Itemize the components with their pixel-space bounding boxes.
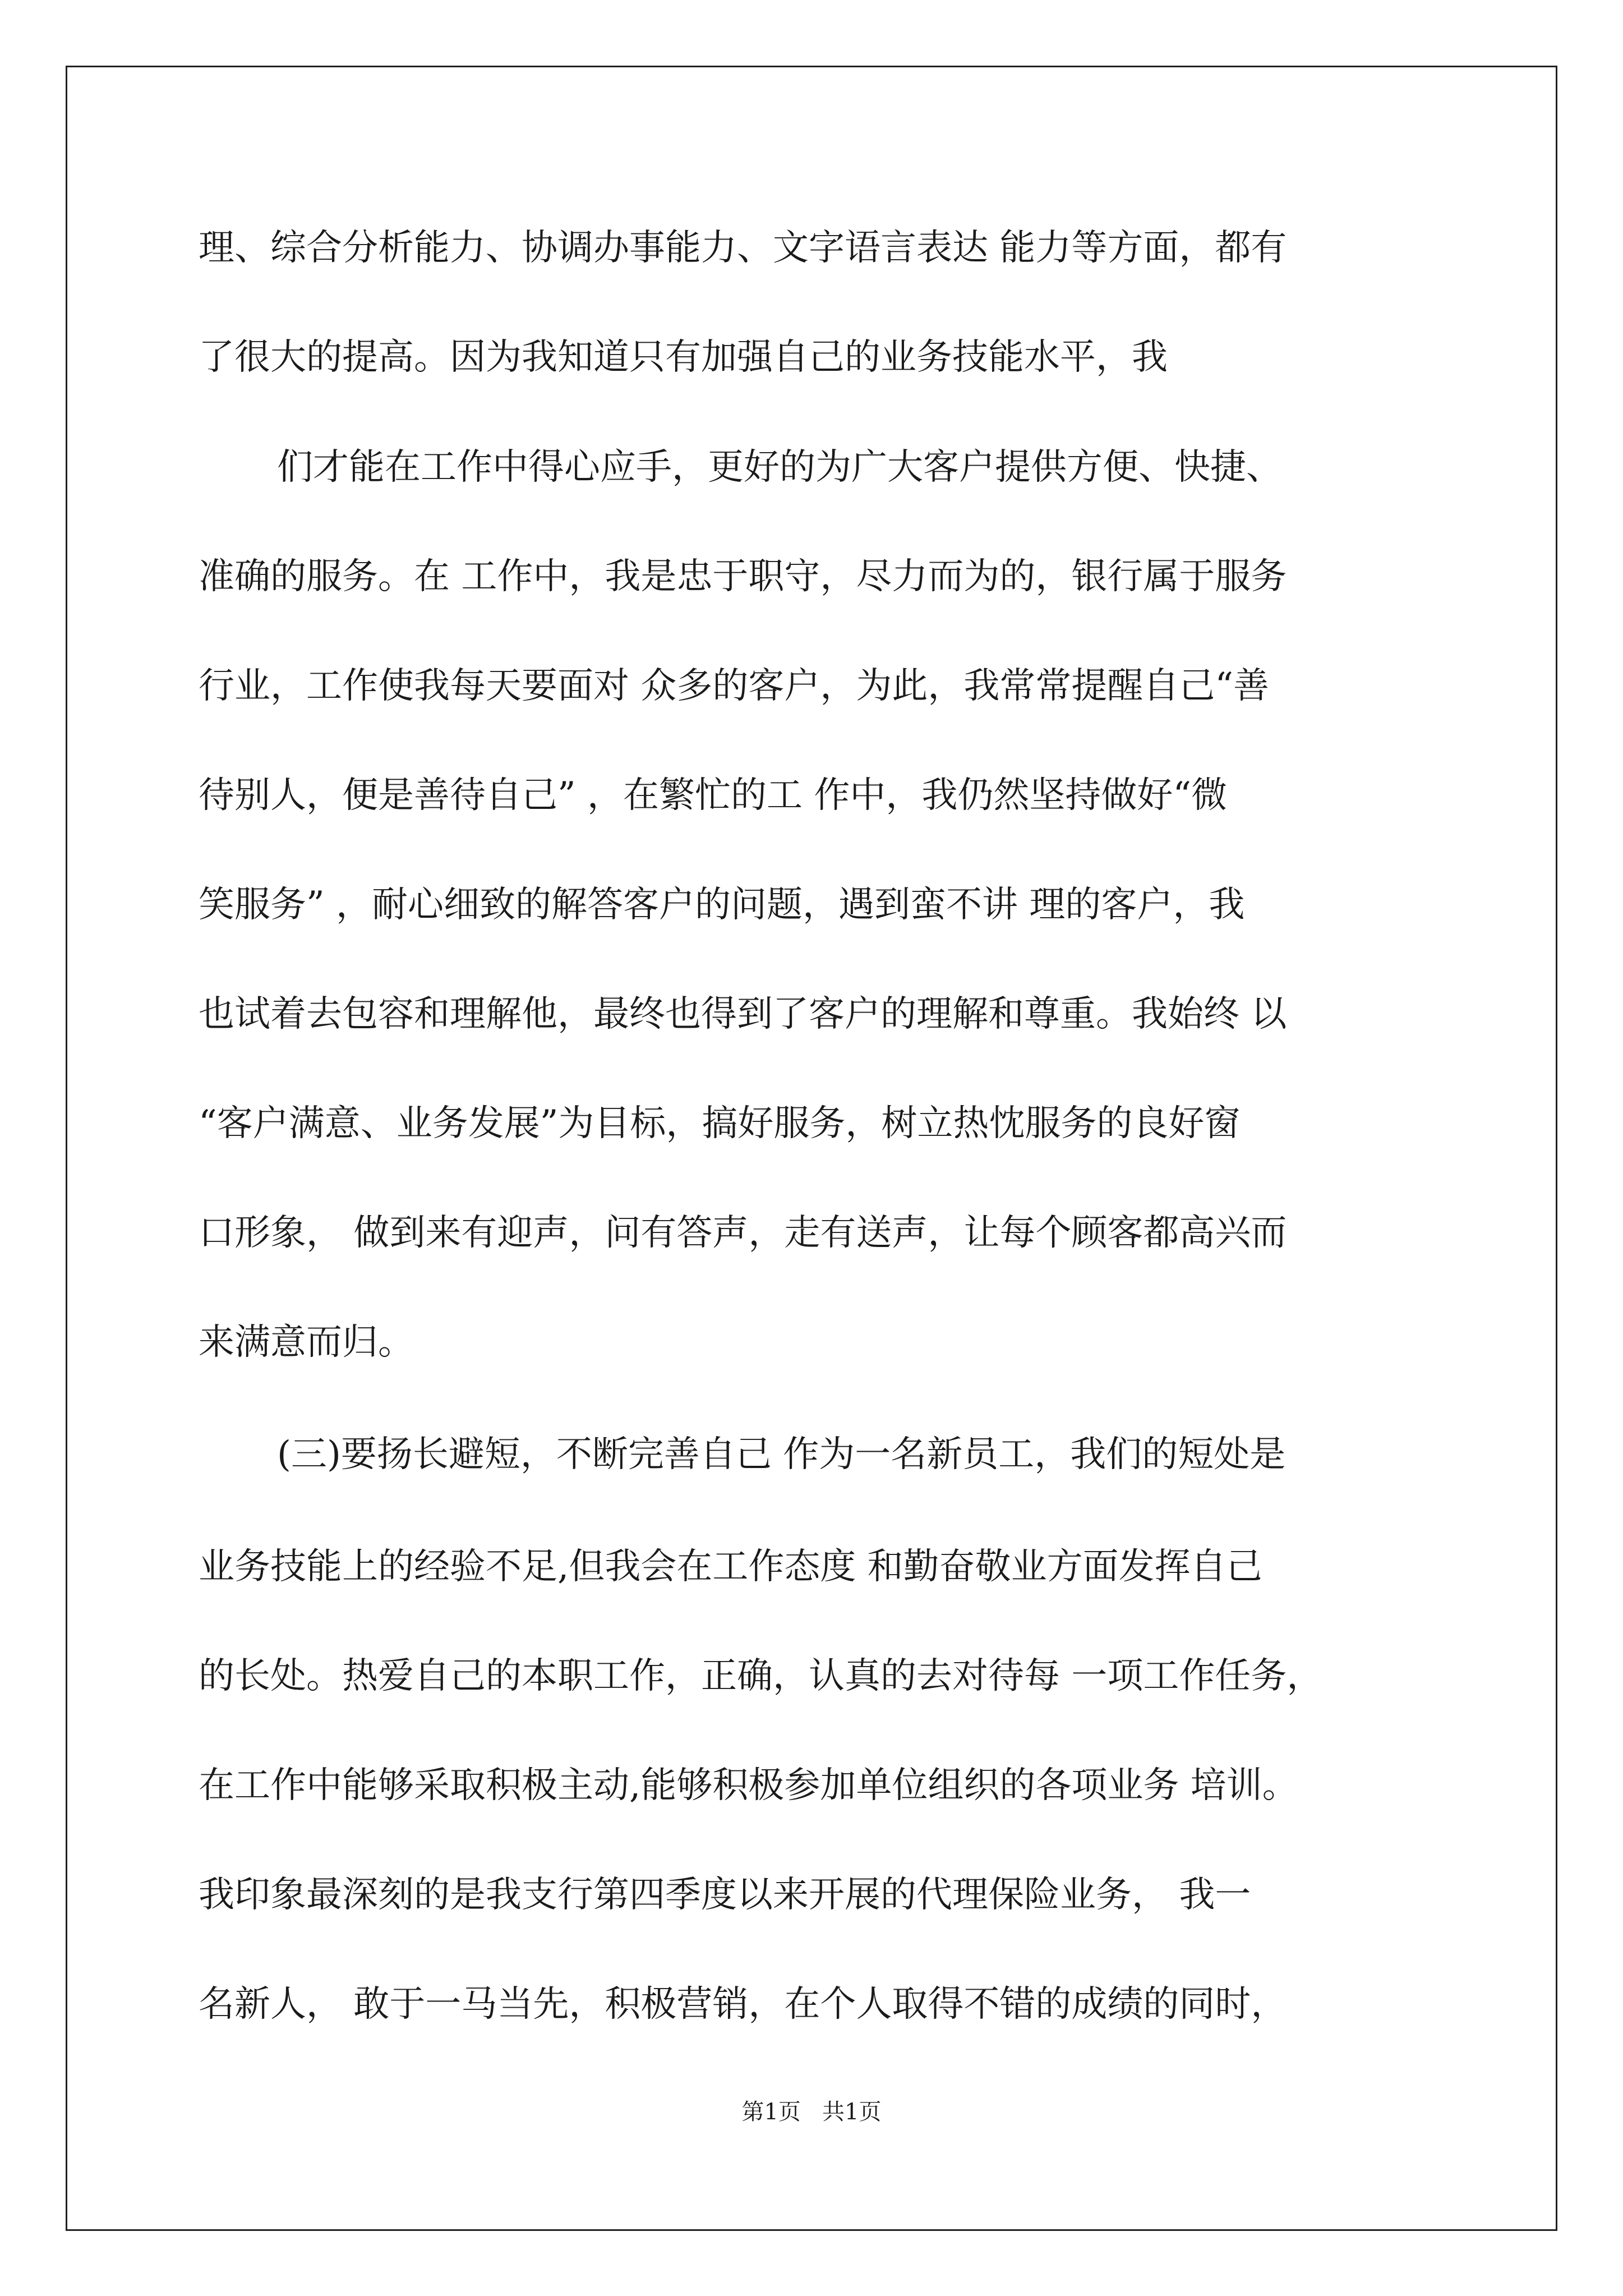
- text-line: 来满意而归。: [199, 1322, 414, 1363]
- text-line: “客户满意、业务发展”为目标，搞好服务，树立热忱服务的良好窗: [199, 1103, 1241, 1144]
- text-line: 笑服务” ，耐心细致的解答客户的问题，遇到蛮不讲 理的客户，我: [199, 884, 1245, 926]
- text-line: 准确的服务。在 工作中，我是忠于职守，尽力而为的，银行属于服务: [199, 556, 1287, 597]
- text-line: 业务技能上的经验不足,但我会在工作态度 和勤奋敬业方面发挥自己: [199, 1546, 1262, 1588]
- text-line: 口形象， 做到来有迎声，问有答声，走有送声，让每个顾客都高兴而: [199, 1212, 1287, 1254]
- text-line: 行业，工作使我每天要面对 众多的客户，为此，我常常提醒自己“善: [199, 665, 1270, 707]
- text-line: 们才能在工作中得心应手，更好的为广大客户提供方便、快捷、: [277, 447, 1282, 488]
- page-number-footer: 第1页 共1页: [741, 2099, 882, 2125]
- text-line: (三)要扬长避短，不断完善自己 作为一名新员工，我们的短处是: [277, 1434, 1286, 1475]
- text-line: 我印象最深刻的是我支行第四季度以来开展的代理保险业务， 我一: [199, 1874, 1251, 1916]
- text-line: 的长处。热爱自己的本职工作，正确，认真的去对待每 一项工作任务，: [199, 1655, 1323, 1697]
- text-line: 理、综合分析能力、协调办事能力、文字语言表达 能力等方面，都有: [199, 227, 1287, 269]
- text-line: 在工作中能够采取积极主动,能够积极参加单位组织的各项业务 培训。: [199, 1765, 1298, 1806]
- text-line: 名新人， 敢于一马当先，积极营销，在个人取得不错的成绩的同时，: [199, 1984, 1287, 2025]
- text-line: 也试着去包容和理解他，最终也得到了客户的理解和尊重。我始终 以: [199, 993, 1287, 1035]
- text-line: 待别人，便是善待自己” ，在繁忙的工 作中，我仍然坚持做好“微: [199, 775, 1228, 816]
- text-line: 了很大的提高。因为我知道只有加强自己的业务技能水平，我: [199, 337, 1168, 378]
